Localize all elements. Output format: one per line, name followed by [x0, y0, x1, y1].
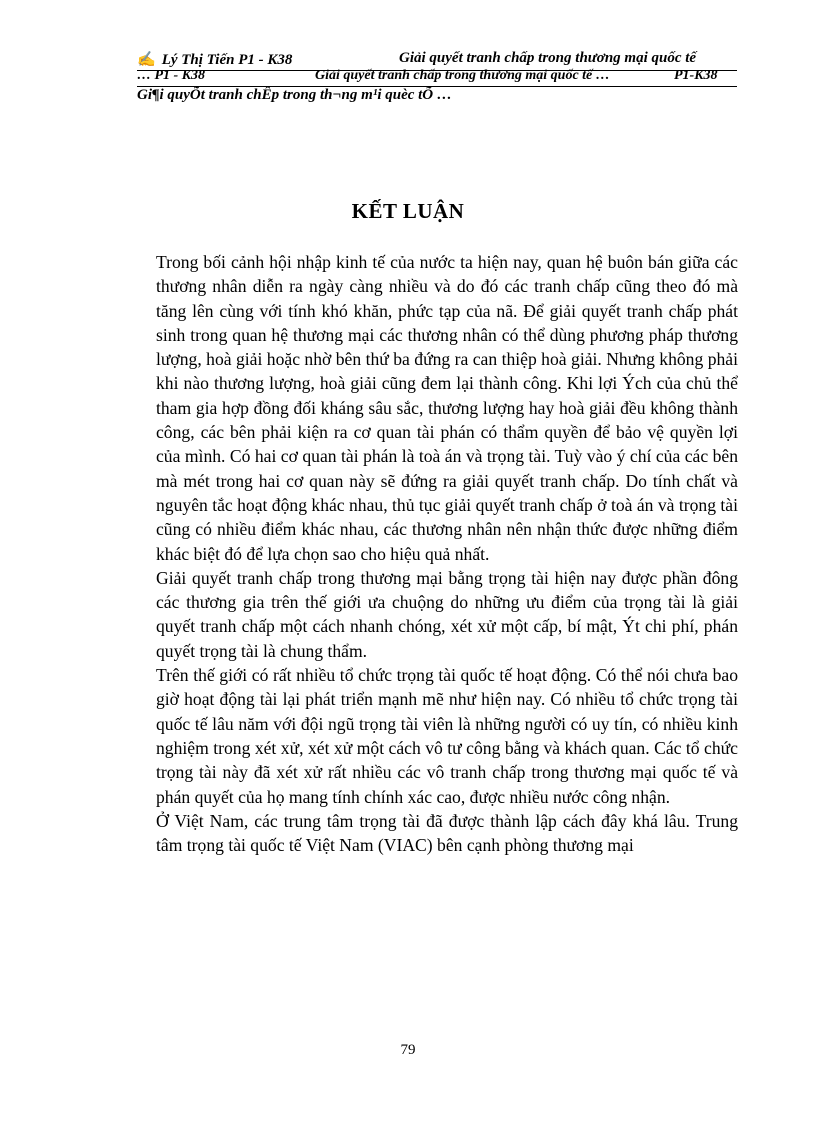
- header-topic: Giải quyết tranh chấp trong thương mại quốc tế: [399, 50, 697, 66]
- header-author: Lý Thị Tiến P1 - K38: [161, 52, 293, 68]
- header2-class: P1-K38: [674, 68, 718, 83]
- running-header-line1: [137, 50, 737, 69]
- paragraph: Giải quyết tranh chấp trong thương mại bằng trọng tài hiện nay được phần đông các thương gia trên thế giới ưa chuộng do những ưu điểm của trọng tài là giải quyết tranh chấp một cách nhanh chóng, xét xử một cấp, bí mật, Ýt chi phí, phán quyết trọng tài là chung thẩm.: [156, 567, 738, 661]
- paragraph: Trên thế giới có rất nhiều tổ chức trọng tài quốc tế hoạt động. Có thể nói chưa bao giờ hoạt động tài lại phát triển mạnh mẽ như hiện nay. Có nhiều tổ chức trọng tài quốc tế lâu năm với đội ngũ trọng tài viên là những người có uy tín, có nhiều kinh nghiệm trong xét xử, xét xử một cách vô tư công bằng và khách quan. Các tổ chức trọng tài này đã xét xử rất nhiều các vô tranh chấp trong thương mại quốc tế và phán quyết của họ mang tính chính xác cao, được nhiều nước công nhận.: [156, 665, 738, 807]
- page-title: KẾT LUẬN: [351, 199, 465, 223]
- body-text: [156, 250, 738, 857]
- running-header-line3: Gi¶i quyÕt tranh chÊp trong th¬ng m¹i quèc tÕ …: [137, 87, 452, 103]
- header2-left: … P1 - K38: [137, 68, 206, 83]
- page-number: 79: [400, 1042, 416, 1058]
- header2-topic: Giải quyết tranh chấp trong thương mại quốc tế …: [315, 68, 610, 83]
- running-header-line2: [137, 68, 737, 84]
- paragraph: Trong bối cảnh hội nhập kinh tế của nước ta hiện nay, quan hệ buôn bán giữa các thương nhân diễn ra ngày càng nhiều và do đó các tranh chấp cũng theo đó mà tăng lên cùng với tính khó khăn, phức tạp của nã. Để giải quyết tranh chấp phát sinh trong quan hệ thương mại các thương nhân có thể dùng phương pháp thương lượng, hoà giải hoặc nhờ bên thứ ba đứng ra can thiệp hoà giải. Nhưng không phải khi nào thương lượng, hoà giải cũng đem lại thành công. Khi lợi Ých của chủ thể tham gia hợp đồng đối kháng sâu sắc, thương lượng hay hoà giải đều không thành công, các bên phải kiện ra cơ quan tài phán có thẩm quyền để bảo vệ quyền lợi của mình. Có hai cơ quan tài phán là toà án và trọng tài. Tuỳ vào ý chí của các bên mà mét trong hai cơ quan này sẽ đứng ra giải quyết tranh chấp. Do tính chất và nguyên tắc hoạt động khác nhau, thủ tục giải quyết tranh chấp ở toà án và trọng tài cũng có nhiều điểm khác nhau, các thương nhân nên nhận thức được những điểm khác biệt đó để lựa chọn sao cho hiệu quả nhất.: [156, 252, 738, 564]
- paragraph: Ở Việt Nam, các trung tâm trọng tài đã được thành lập cách đây khá lâu. Trung tâm trọng tài quốc tế Việt Nam (VIAC) bên cạnh phòng thương mại: [156, 810, 738, 856]
- pen-icon: ✍: [137, 52, 156, 68]
